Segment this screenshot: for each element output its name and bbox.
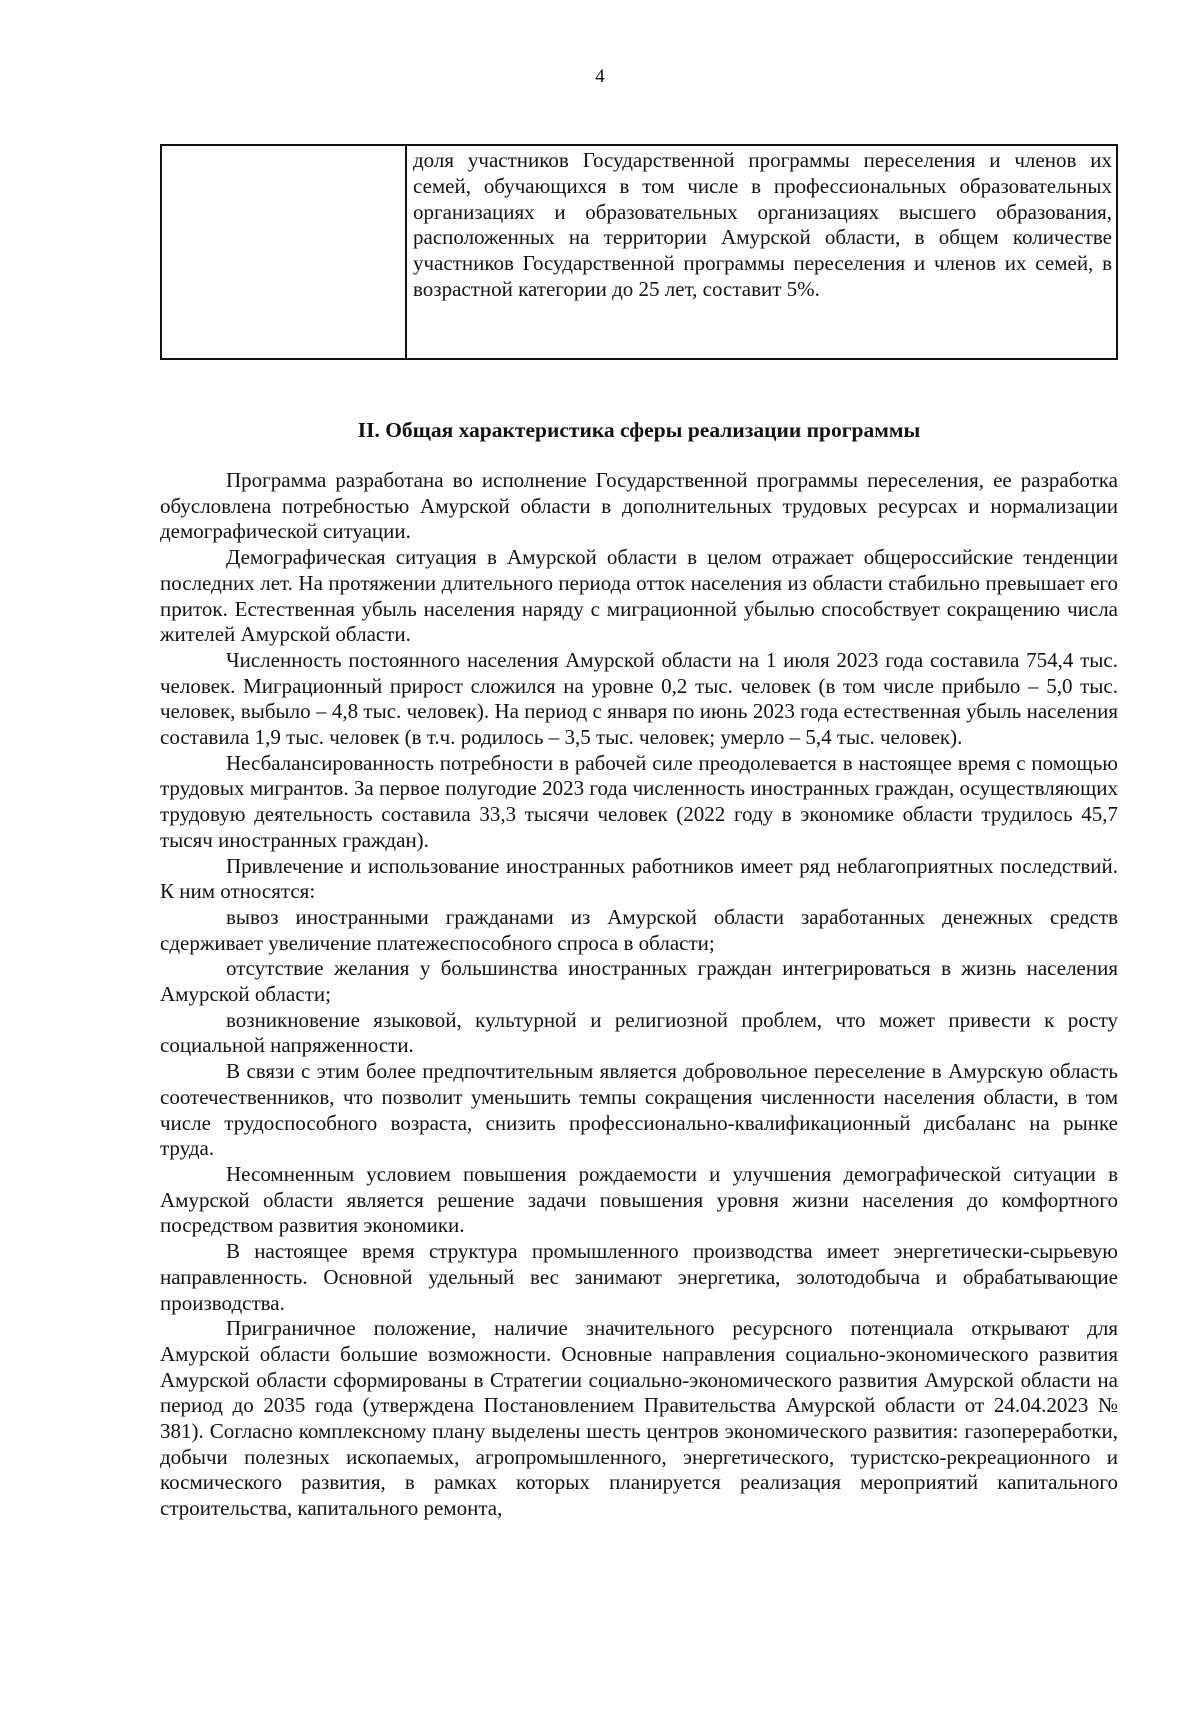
- paragraph: Привлечение и использование иностранных работников имеет ряд неблагоприятных последствий. К ним относятся:: [160, 853, 1118, 904]
- table-row: [161, 145, 1117, 359]
- table-right-cell: доля участников Государственной программы переселения и членов их семей, обучающихся в том числе в профессиональных образовательных организациях и образовательных организациях высшего образования, расположенных на территории Амурской области, в общем количестве участников Государственной программы переселения и членов их семей, в возрастной категории до 25 лет, составит 5%.: [406, 145, 1117, 359]
- page-number: 4: [595, 66, 605, 87]
- paragraph: Приграничное положение, наличие значительного ресурсного потенциала открывают для Амурской области большие возможности. Основные направления социально-экономического развития Амурской области сформированы в Стратегии социально-экономического развития Амурской области на период до 2035 года (утверждена Постановлением Правительства Амурской области от 24.04.2023 № 381). Согласно комплексному плану выделены шесть центров экономического развития: газопереработки, добычи полезных ископаемых, агропромышленного, энергетического, туристско-рекреационного и космического развития, в рамках которых планируется реализация мероприятий капитального строительства, капитального ремонта,: [160, 1316, 1118, 1521]
- continuation-table: [160, 144, 1118, 360]
- table-left-cell: [161, 145, 406, 359]
- paragraph: Несбалансированность потребности в рабочей силе преодолевается в настоящее время с помощью трудовых мигрантов. За первое полугодие 2023 года численность иностранных граждан, осуществляющих трудовую деятельность составила 33,3 тысячи человек (2022 году в экономике области трудилось 45,7 тысяч иностранных граждан).: [160, 750, 1118, 852]
- section-heading: II. Общая характеристика сферы реализации программы: [357, 418, 921, 442]
- paragraph: Численность постоянного населения Амурской области на 1 июля 2023 года составила 754,4 тыс. человек. Миграционный прирост сложился на уровне 0,2 тыс. человек (в том числе прибыло – 5,0 тыс. человек, выбыло – 4,8 тыс. человек). На период с января по июнь 2023 года естественная убыль населения составила 1,9 тыс. человек (в т.ч. родилось – 3,5 тыс. человек; умерло – 5,4 тыс. человек).: [160, 647, 1118, 750]
- list-paragraph: возникновение языковой, культурной и религиозной проблем, что может привести к росту социальной напряженности.: [160, 1007, 1118, 1058]
- paragraph: В настоящее время структура промышленного производства имеет энергетически-сырьевую направленность. Основной удельный вес занимают энергетика, золотодобыча и обрабатывающие производства.: [160, 1239, 1118, 1315]
- section-body: [160, 468, 1118, 1522]
- paragraph: Несомненным условием повышения рождаемости и улучшения демографической ситуации в Амурской области является решение задачи повышения уровня жизни населения до комфортного посредством развития экономики.: [160, 1161, 1118, 1238]
- list-paragraph: вывоз иностранными гражданами из Амурской области заработанных денежных средств сдерживает увеличение платежеспособного спроса в области;: [160, 904, 1118, 955]
- paragraph: Программа разработана во исполнение Государственной программы переселения, ее разработка обусловлена потребностью Амурской области в дополнительных трудовых ресурсах и нормализации демографической ситуации.: [160, 468, 1118, 544]
- paragraph: В связи с этим более предпочтительным является добровольное переселение в Амурскую область соотечественников, что позволит уменьшить темпы сокращения численности населения области, в том числе трудоспособного возраста, снизить профессионально-квалификационный дисбаланс на рынке труда.: [160, 1059, 1118, 1161]
- list-paragraph: отсутствие желания у большинства иностранных граждан интегрироваться в жизнь населения Амурской области;: [160, 956, 1118, 1007]
- paragraph: Демографическая ситуация в Амурской области в целом отражает общероссийские тенденции последних лет. На протяжении длительного периода отток населения из области стабильно превышает его приток. Естественная убыль населения наряду с миграционной убылью способствует сокращению числа жителей Амурской области.: [160, 545, 1118, 647]
